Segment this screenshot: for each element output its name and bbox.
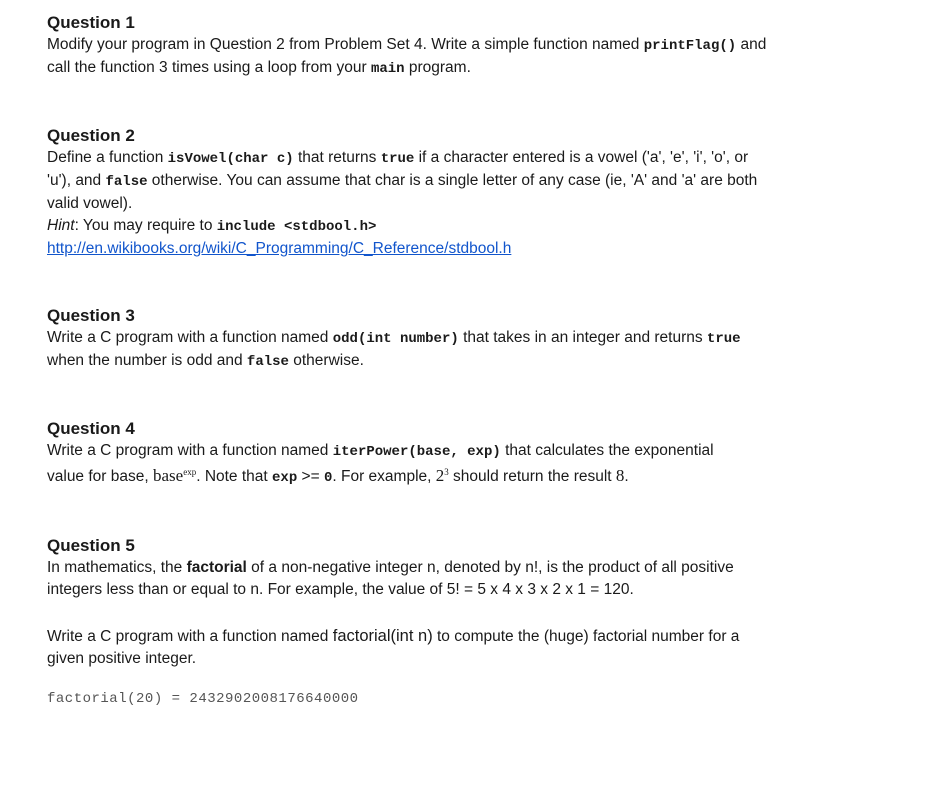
text: otherwise.	[288, 352, 364, 369]
factorial-term: factorial	[186, 559, 247, 576]
question-5-text-line-2: integers less than or equal to n. For example, the value of 5! = 5 x 4 x 3 x 2 x 1 = 120.	[47, 581, 634, 598]
text: that calculates the exponential	[500, 442, 714, 459]
question-3-text-line-1	[47, 327, 867, 350]
question-3-text-line-2	[47, 350, 867, 373]
stdbool-reference-link[interactable]: http://en.wikibooks.org/wiki/C_Programming/C_Reference/stdbool.h	[47, 240, 512, 257]
math-base: base	[152, 466, 184, 485]
question-5-heading: Question 5	[47, 536, 135, 555]
question-2-link-line	[47, 238, 867, 260]
code-false: false	[105, 174, 148, 190]
question-1-heading: Question 1	[47, 13, 135, 32]
text: of a non-negative integer n, denoted by n!, is the product of all positive	[246, 559, 734, 576]
factorial-signature: factorial(int n)	[332, 627, 433, 645]
question-5-text-line-1	[47, 557, 867, 579]
code-printflag: printFlag()	[643, 38, 737, 54]
text: program.	[404, 59, 471, 76]
question-4-text-line-1	[47, 440, 867, 463]
code-iterpower: iterPower(base, exp)	[332, 444, 501, 460]
question-4-text-line-2	[47, 463, 867, 491]
question-3-heading: Question 3	[47, 306, 135, 325]
code-zero: 0	[323, 470, 333, 486]
text: .	[624, 468, 629, 485]
factorial-example-output: factorial(20) = 2432902008176640000	[47, 691, 359, 707]
question-4-heading: Question 4	[47, 419, 135, 438]
question-1	[47, 12, 867, 80]
math-eight: 8	[615, 466, 625, 485]
question-2-text-line-2	[47, 170, 867, 193]
question-4	[47, 418, 867, 491]
text: : You may require to	[74, 217, 217, 234]
hint-label: Hint	[47, 217, 75, 234]
text: Define a function	[47, 149, 168, 166]
question-2	[47, 125, 867, 260]
text: In mathematics, the	[47, 559, 187, 576]
text: Modify your program in Question 2 from Problem Set 4. Write a simple function named	[47, 36, 644, 53]
text: call the function 3 times using a loop from your	[47, 59, 371, 76]
text: that returns	[293, 149, 381, 166]
question-5	[47, 535, 867, 710]
code-isvowel: isVowel(char c)	[167, 151, 294, 167]
text: that takes in an integer and returns	[458, 329, 707, 346]
text: . Note that	[196, 468, 273, 485]
question-1-text-line-2	[47, 57, 867, 80]
text: if a character entered is a vowel ('a', 'e', 'i', 'o', or	[414, 149, 749, 166]
text: and	[736, 36, 767, 53]
code-include: include <stdbool.h>	[216, 219, 377, 235]
text: Write a C program with a function named	[47, 329, 333, 346]
question-2-text-line-3: valid vowel).	[47, 195, 133, 212]
math-two: 2	[435, 466, 445, 485]
text: when the number is odd and	[47, 352, 247, 369]
text: to compute the (huge) factorial number for a	[432, 628, 740, 645]
code-true: true	[380, 151, 415, 167]
text: value for base,	[47, 468, 153, 485]
code-odd: odd(int number)	[332, 331, 459, 347]
code-false: false	[246, 354, 289, 370]
text: 'u'), and	[47, 172, 106, 189]
text: Write a C program with a function named	[47, 442, 333, 459]
question-5-text-line-4: given positive integer.	[47, 650, 197, 667]
text: >=	[297, 468, 324, 485]
question-2-hint	[47, 215, 867, 238]
code-true: true	[706, 331, 741, 347]
question-2-text-line-1	[47, 147, 867, 170]
code-main: main	[370, 61, 405, 77]
text: otherwise. You can assume that char is a single letter of any case (ie, 'A' and 'a' are both	[147, 172, 758, 189]
math-three-superscript: 3	[444, 466, 449, 477]
question-5-text-line-3	[47, 625, 867, 648]
question-2-heading: Question 2	[47, 126, 135, 145]
question-1-text-line-1	[47, 34, 867, 57]
question-3	[47, 305, 867, 373]
text: Write a C program with a function named	[47, 628, 333, 645]
code-exp: exp	[272, 470, 298, 486]
math-exp-superscript: exp	[183, 466, 197, 477]
text: . For example,	[332, 468, 436, 485]
text: should return the result	[448, 468, 616, 485]
